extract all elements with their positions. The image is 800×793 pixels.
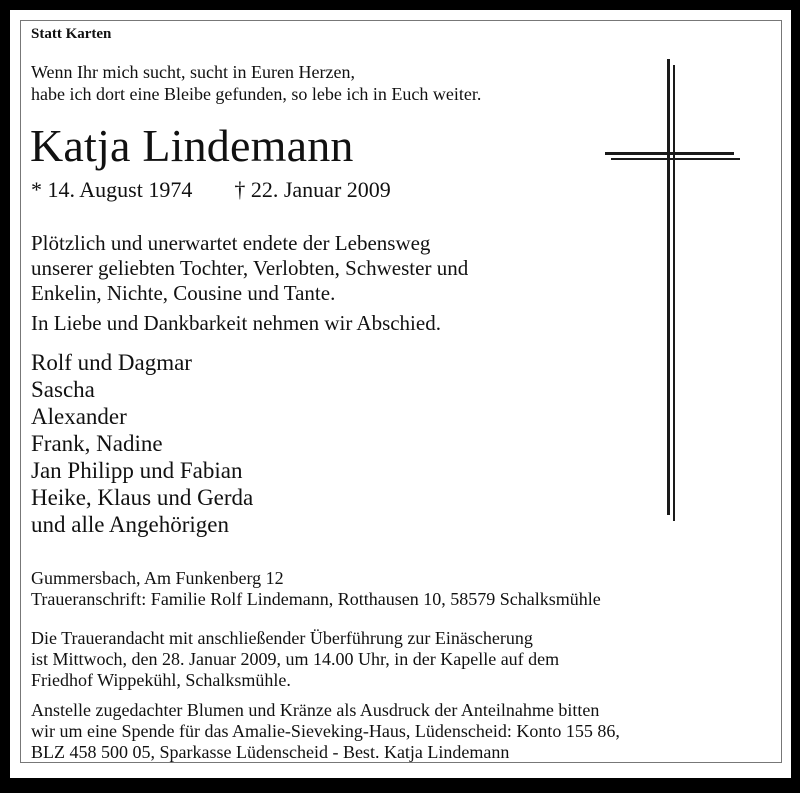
message-line: unserer geliebten Tochter, Verlobten, Schwester und [31,256,469,280]
cross-horizontal-thin [611,158,740,160]
cross-vertical-thin [673,65,675,521]
address-block [31,568,601,610]
ceremony-line: ist Mittwoch, den 28. Januar 2009, um 14.00 Uhr, in der Kapelle auf dem [31,649,560,669]
mourner-entry: Rolf und Dagmar [31,350,192,375]
donation-line: wir um eine Spende für das Amalie-Sieveking-Haus, Lüdenscheid: Konto 155 86, [31,721,620,741]
notice-header: Statt Karten [31,26,112,42]
address-line: Gummersbach, Am Funkenberg 12 [31,568,284,588]
deceased-name: Katja Lindemann [30,120,354,171]
death-date: † 22. Januar 2009 [234,177,391,202]
mourner-entry: Sascha [31,377,95,402]
poem-line: Wenn Ihr mich sucht, sucht in Euren Herzen, [31,62,355,82]
address-line: Traueranschrift: Familie Rolf Lindemann, Rotthausen 10, 58579 Schalksmühle [31,589,601,609]
mourner-entry: Heike, Klaus und Gerda [31,485,254,510]
mourners-list [31,349,253,538]
donation-line: BLZ 458 500 05, Sparkasse Lüdenscheid - Best. Katja Lindemann [31,742,510,762]
ceremony-line: Friedhof Wippekühl, Schalksmühle. [31,670,291,690]
message-line: Plötzlich und unerwartet endete der Lebensweg [31,231,431,255]
birth-date: * 14. August 1974 [31,177,193,202]
cross-horizontal-thick [605,152,734,155]
mourner-entry: und alle Angehörigen [31,512,230,537]
ceremony-line: Die Trauerandacht mit anschließender Überführung zur Einäscherung [31,628,533,648]
poem-line: habe ich dort eine Bleibe gefunden, so lebe ich in Euch weiter. [31,84,482,104]
life-dates [31,176,391,204]
poem-verse [31,61,481,105]
donation-request [31,700,620,763]
mourner-entry: Jan Philipp und Fabian [31,458,243,483]
donation-line: Anstelle zugedachter Blumen und Kränze als Ausdruck der Anteilnahme bitten [31,700,600,720]
cross-vertical-thick [667,59,670,515]
ceremony-details [31,628,559,691]
mourner-entry: Frank, Nadine [31,431,163,456]
mourner-entry: Alexander [31,404,127,429]
farewell-line: In Liebe und Dankbarkeit nehmen wir Abschied. [31,311,441,335]
announcement-message [31,231,468,306]
message-line: Enkelin, Nichte, Cousine und Tante. [31,281,336,305]
